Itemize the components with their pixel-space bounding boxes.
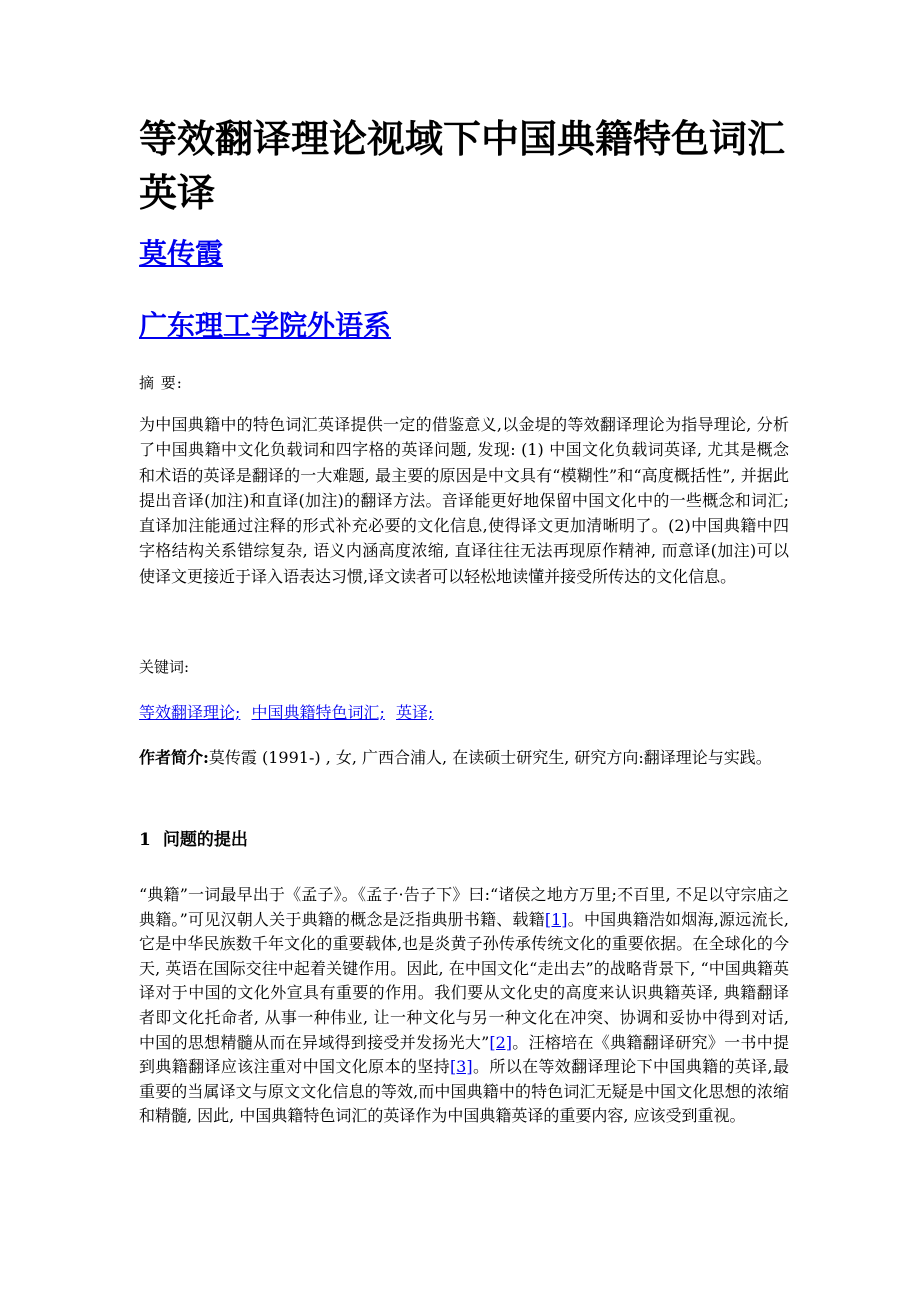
author-bio-label: 作者简介: bbox=[139, 748, 209, 767]
keyword-link[interactable]: 英译; bbox=[396, 703, 434, 722]
affiliation-link[interactable]: 广东理工学院外语系 bbox=[139, 309, 392, 342]
keywords-label: 关键词: bbox=[139, 658, 190, 676]
author-bio bbox=[139, 745, 789, 770]
abstract-text: 为中国典籍中的特色词汇英译提供一定的借鉴意义,以金堤的等效翻译理论为指导理论, 分析了中国典籍中文化负载词和四字格的英译问题, 发现: (1) 中国文化负载词英译, 尤其是概念和术语的英译是翻译的一大难题, 最主要的原因是中文具有“模糊性”和“高度概括性”, 并据此提出音译(加注)和直译(加注)的翻译方法。音译能更好地保留中国文化中的一些概念和词汇;直译加注能通过注释的形式补充必要的文化信息,使得译文更加清晰明了。(2)中国典籍中四字格结构关系错综复杂, 语义内涵高度浓缩, 直译往往无法再现原作精神, 而意译(加注)可以使译文更接近于译入语表达习惯,译文读者可以轻松地读懂并接受所传达的文化信息。 bbox=[139, 415, 789, 586]
author-bio-text: 莫传霞 (1991-) , 女, 广西合浦人, 在读硕士研究生, 研究方向:翻译理论与实践。 bbox=[208, 748, 772, 767]
section-number: 1 bbox=[139, 830, 151, 850]
keyword-link[interactable]: 中国典籍特色词汇; bbox=[251, 703, 385, 722]
article-title: 等效翻译理论视域下中国典籍特色词汇英译 bbox=[139, 116, 786, 215]
body-text: 。所以在等效翻译理论下中国典籍的英译,最重要的当属译文与原文文化信息的等效,而中国典籍中的特色词汇无疑是中国文化思想的浓缩和精髓, 因此, 中国典籍特色词汇的英译作为中国典籍英译的重要内容, 应该受到重视。 bbox=[139, 1057, 789, 1126]
body-text: 。中国典籍浩如烟海,源远流长,它是中华民族数千年文化的重要载体,也是炎黄子孙传承传统文化的重要依据。在全球化的今天, 英语在国际交往中起着关键作用。因此, 在中国文化“走出去”的战略背景下, “中国典籍英译对于中国的文化外宣具有重要的作用。我们要从文化史的高度来认识典籍英译, 典籍翻译者即文化托命者, 从事一种伟业, 让一种文化与另一种文化在冲突、协调和妥协中得到对话, 中国的思想精髓从而在异域得到接受并发扬光大” bbox=[139, 909, 789, 1052]
keyword-link[interactable]: 等效翻译理论; bbox=[139, 703, 241, 722]
abstract-label: 摘 要: bbox=[139, 374, 183, 392]
keywords-list bbox=[139, 700, 439, 725]
body-text: “典籍”一词最早出于《孟子》。《孟子·告子下》曰:“诸侯之地方万里;不百里, 不足以守宗庙之典籍。”可见汉朝人关于典籍的概念是泛指典册书籍、载籍 bbox=[139, 885, 789, 929]
reference-link[interactable]: [2] bbox=[489, 1032, 513, 1052]
reference-link[interactable]: [1] bbox=[544, 909, 568, 929]
section-title: 问题的提出 bbox=[162, 830, 248, 850]
reference-link[interactable]: [3] bbox=[449, 1057, 473, 1077]
body-text: 。汪榕培在《典籍翻译研究》一书中提到典籍翻译应该注重对中国文化原本的坚持 bbox=[139, 1032, 789, 1077]
body-paragraph bbox=[139, 883, 789, 1129]
author-link[interactable]: 莫传霞 bbox=[139, 237, 224, 270]
section-heading bbox=[139, 827, 248, 853]
